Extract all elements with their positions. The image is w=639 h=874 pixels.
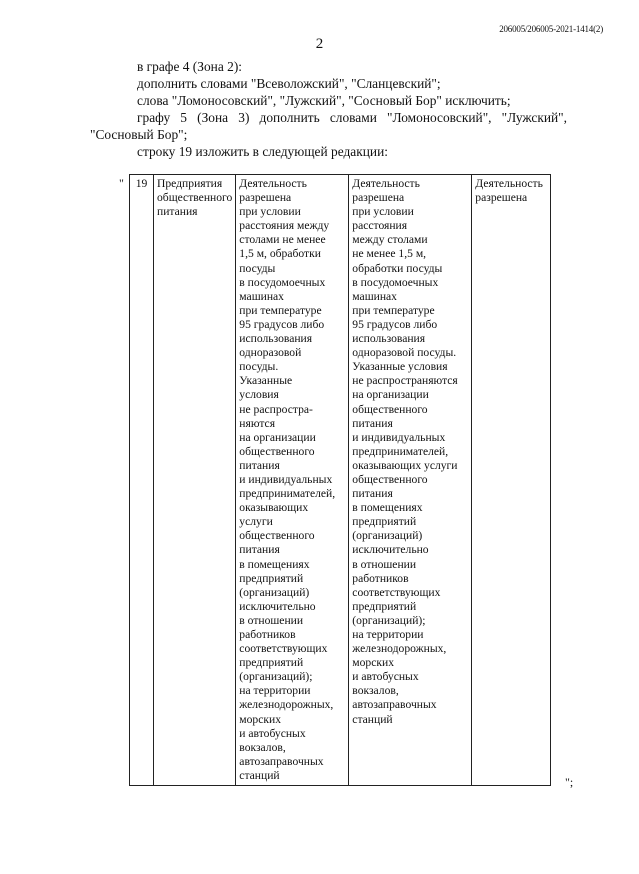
cell-text-line: в помещениях [239, 557, 310, 571]
cell-text-line: железнодорожных, [239, 698, 334, 712]
cell-text-line: Деятельность [475, 177, 543, 190]
cell-text-line: одноразовой [239, 346, 302, 360]
cell-text-line: на территории [239, 684, 311, 698]
cell-text-line: в посудомоечных [352, 275, 439, 289]
cell-text-line: вокзалов, [239, 740, 286, 754]
cell-text-line: 1,5 м, обработки [239, 247, 321, 261]
cell-text-line: питания [239, 458, 280, 472]
cell-text-line: станций [239, 768, 280, 782]
cell-text-line: обработки посуды [352, 261, 443, 275]
cell-text-line: и индивидуальных [352, 430, 446, 444]
cell-text-line: Деятельность [239, 177, 307, 190]
cell-text-line: 95 градусов либо [239, 317, 325, 331]
cell-text-line: посуды. [239, 360, 279, 374]
cell-text-line: в посудомоечных [239, 275, 326, 289]
cell-text-line: на организации [239, 430, 316, 444]
cell-text-line: Деятельность [352, 177, 420, 190]
row-number-cell: 19 [130, 175, 154, 786]
cell-text-line: на организации [352, 388, 429, 402]
cell-text-line: предприятий [239, 571, 304, 585]
cell-text-line: оказывающих [239, 501, 309, 515]
cell-text-line: между столами [352, 233, 428, 247]
cell-text-line: питания [157, 205, 198, 219]
cell-text-line: услуги [239, 515, 273, 529]
cell-text-line: одноразовой посуды. [352, 346, 457, 360]
cell-text-line: не распространяются [352, 374, 458, 388]
cell-text-line: (организаций); [239, 670, 313, 684]
cell-text-line: предпринимателей, [352, 444, 449, 458]
cell-text-line: железнодорожных, [352, 642, 447, 656]
cell-text-line: и автобусных [239, 726, 306, 740]
cell-text-line: вокзалов, [352, 684, 399, 698]
cell-text-line: использования [352, 332, 426, 346]
document-body [90, 58, 567, 160]
paragraph-zone2-exclude: слова "Ломоносовский", "Лужский", "Сосновый Бор" исключить; [137, 93, 511, 108]
cell-text-line: машинах [239, 289, 284, 303]
cell-text-line: не менее 1,5 м, [352, 247, 427, 261]
cell-text-line: в отношении [239, 613, 304, 627]
table-row [130, 175, 551, 786]
paragraph-zone3-add: графу 5 (Зона 3) дополнить словами "Ломоносовский", "Лужский", [137, 110, 567, 125]
cell-text-line: (организаций); [352, 613, 426, 627]
opening-quote: " [119, 176, 124, 190]
cell-text-line: предпринимателей, [239, 487, 336, 501]
cell-text-line: в помещениях [352, 501, 423, 515]
cell-text-line: Указанные условия [352, 360, 448, 374]
cell-text-line: общественного [352, 472, 428, 486]
cell-text-line: общественного [239, 444, 315, 458]
cell-text-line: условия [239, 388, 279, 402]
cell-text-line: разрешена [352, 191, 405, 205]
zone2-conditions-cell [236, 175, 349, 786]
cell-text-line: исключительно [239, 599, 316, 613]
page-number: 2 [315, 36, 324, 52]
cell-text-line: (организаций) [239, 585, 310, 599]
paragraph-row19-intro: строку 19 изложить в следующей редакции: [137, 144, 388, 159]
cell-text-line: разрешена [475, 191, 528, 205]
cell-text-line: исключительно [352, 543, 429, 557]
amendment-table [129, 174, 551, 786]
cell-text-line: предприятий [352, 515, 417, 529]
cell-text-line: предприятий [352, 599, 417, 613]
establishment-type-cell [154, 175, 236, 786]
cell-text-line: расстояния [352, 219, 408, 233]
cell-text-line: посуды [239, 261, 276, 275]
cell-text-line: морских [239, 712, 282, 726]
cell-text-line: не распростра- [239, 402, 313, 416]
cell-text-line: и автобусных [352, 670, 419, 684]
paragraph-zone3-add-cont: "Сосновый Бор"; [90, 127, 188, 142]
cell-text-line: машинах [352, 289, 397, 303]
document-id: 206005/206005-2021-1414(2) [499, 24, 603, 34]
cell-text-line: общественного [352, 402, 428, 416]
cell-text-line: расстояния между [239, 219, 330, 233]
cell-text-line: общественного [239, 529, 315, 543]
cell-text-line: при температуре [352, 303, 435, 317]
cell-text-line: морских [352, 656, 395, 670]
cell-text-line: общественного [157, 191, 233, 205]
cell-text-line: автозаправочных [352, 698, 437, 712]
zone4-conditions-cell [472, 175, 551, 786]
cell-text-line: работников [239, 628, 296, 641]
zone3-conditions-cell [349, 175, 472, 786]
cell-text-line: Предприятия [157, 177, 223, 190]
cell-text-line: столами не менее [239, 233, 326, 247]
cell-text-line: Указанные [239, 374, 293, 388]
closing-quote: "; [565, 775, 574, 789]
cell-text-line: няются [239, 416, 276, 430]
cell-text-line: питания [352, 487, 393, 501]
paragraph-zone2-heading: в графе 4 (Зона 2): [137, 59, 243, 74]
cell-text-line: соответствующих [239, 642, 328, 656]
cell-text-line: при условии [352, 205, 414, 219]
cell-text-line: оказывающих услуги [352, 458, 458, 472]
cell-text-line: станций [352, 712, 393, 726]
cell-text-line: питания [352, 416, 393, 430]
cell-text-line: работников [352, 571, 409, 585]
paragraph-zone2-add: дополнить словами "Всеволожский", "Сланцевский"; [137, 76, 441, 91]
cell-text-line: предприятий [239, 656, 304, 670]
cell-text-line: питания [239, 543, 280, 557]
cell-text-line: соответствующих [352, 585, 441, 599]
cell-text-line: использования [239, 332, 313, 346]
cell-text-line: в отношении [352, 557, 417, 571]
cell-text-line: и индивидуальных [239, 472, 333, 486]
cell-text-line: при условии [239, 205, 301, 219]
cell-text-line: при температуре [239, 303, 322, 317]
cell-text-line: на территории [352, 628, 424, 641]
cell-text-line: автозаправочных [239, 754, 324, 768]
cell-text-line: 95 градусов либо [352, 317, 438, 331]
cell-text-line: (организаций) [352, 529, 423, 543]
cell-text-line: разрешена [239, 191, 292, 205]
